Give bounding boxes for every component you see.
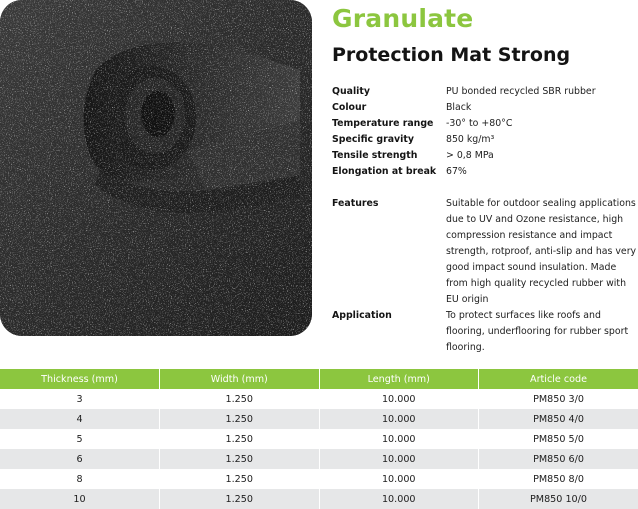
features-label: Features — [332, 198, 379, 209]
cell-width: 1.250 — [160, 429, 320, 449]
cell-width: 1.250 — [160, 409, 320, 429]
cell-length: 10.000 — [319, 469, 479, 489]
table-row — [0, 409, 638, 429]
spec-value: PU bonded recycled SBR rubber — [446, 86, 596, 97]
spec-key: Specific gravity — [332, 134, 414, 145]
rubber-mat-roll-photo — [0, 0, 312, 336]
column-header-length: Length (mm) — [319, 369, 479, 389]
cell-length: 10.000 — [319, 449, 479, 469]
spec-row-temperature — [332, 116, 638, 132]
spec-value: 850 kg/m³ — [446, 134, 495, 145]
cell-length: 10.000 — [319, 389, 479, 409]
spec-key: Quality — [332, 86, 370, 97]
cell-article-code: PM850 4/0 — [479, 409, 638, 429]
spec-key: Elongation at break — [332, 166, 437, 177]
spec-key: Temperature range — [332, 118, 434, 129]
cell-width: 1.250 — [160, 469, 320, 489]
table-row — [0, 469, 638, 489]
spec-row-gravity — [332, 132, 638, 148]
article-table — [0, 369, 638, 509]
application-block — [332, 308, 638, 356]
application-label: Application — [332, 310, 392, 321]
cell-thickness: 6 — [0, 449, 160, 469]
cell-article-code: PM850 6/0 — [479, 449, 638, 469]
cell-length: 10.000 — [319, 409, 479, 429]
cell-article-code: PM850 5/0 — [479, 429, 638, 449]
product-title: Granulate — [332, 4, 474, 33]
cell-thickness: 10 — [0, 489, 160, 509]
spec-row-colour — [332, 100, 638, 116]
spec-key: Colour — [332, 102, 367, 113]
spec-row-tensile — [332, 148, 638, 164]
cell-thickness: 3 — [0, 389, 160, 409]
table-row — [0, 489, 638, 509]
cell-thickness: 8 — [0, 469, 160, 489]
table-row — [0, 389, 638, 409]
cell-length: 10.000 — [319, 429, 479, 449]
column-header-article-code: Article code — [479, 369, 638, 389]
features-block — [332, 196, 638, 308]
spec-value: Black — [446, 102, 472, 113]
table-row — [0, 429, 638, 449]
table-header-row — [0, 369, 638, 389]
cell-thickness: 4 — [0, 409, 160, 429]
product-photo — [0, 0, 312, 336]
spec-value: -30° to +80°C — [446, 118, 513, 129]
product-subtitle: Protection Mat Strong — [332, 44, 571, 66]
spec-row-elongation — [332, 164, 638, 180]
column-header-thickness: Thickness (mm) — [0, 369, 160, 389]
cell-length: 10.000 — [319, 489, 479, 509]
spec-key: Tensile strength — [332, 150, 418, 161]
cell-article-code: PM850 10/0 — [479, 489, 638, 509]
application-text: To protect surfaces like roofs and flooring, underflooring for rubber sport flooring. — [446, 310, 629, 353]
cell-width: 1.250 — [160, 449, 320, 469]
cell-thickness: 5 — [0, 429, 160, 449]
table-row — [0, 449, 638, 469]
cell-width: 1.250 — [160, 489, 320, 509]
spec-list — [332, 84, 638, 180]
spec-value: 67% — [446, 166, 467, 177]
spec-value: > 0,8 MPa — [446, 150, 494, 161]
column-header-width: Width (mm) — [160, 369, 320, 389]
cell-width: 1.250 — [160, 389, 320, 409]
features-text: Suitable for outdoor sealing applications due to UV and Ozone resistance, high compression resistance and impact strength, rotproof, anti-slip and has very good impact sound insulation. Made from high quality recycled rubber with EU origin — [446, 198, 637, 305]
spec-row-quality — [332, 84, 638, 100]
cell-article-code: PM850 8/0 — [479, 469, 638, 489]
cell-article-code: PM850 3/0 — [479, 389, 638, 409]
